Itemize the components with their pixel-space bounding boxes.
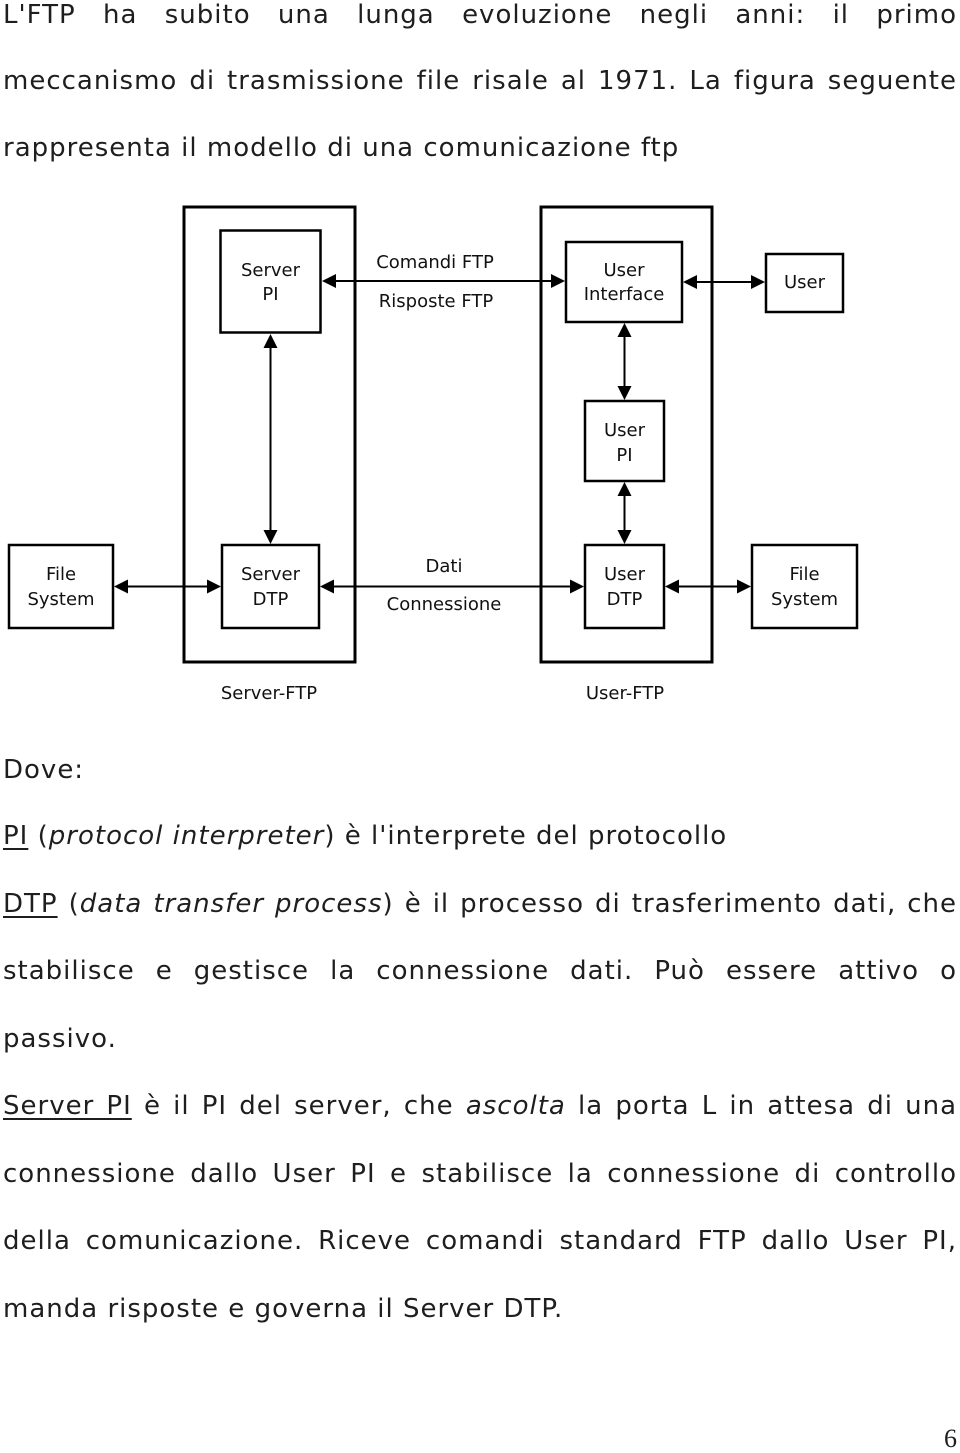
file-system-server-dtp-arrow	[114, 580, 221, 594]
user-interface-user-pi-arrow	[618, 323, 632, 400]
file-system-user-node	[752, 545, 857, 628]
term-pi: PI	[3, 821, 29, 851]
term-dtp-expansion: data transfer process	[79, 889, 383, 919]
arrowhead-right	[207, 580, 221, 594]
definition-dtp-line-1	[3, 889, 957, 919]
user-pi-label-line1: User	[603, 420, 646, 441]
paren-open: (	[57, 889, 80, 919]
user-interface-user-arrow	[683, 275, 765, 289]
server-dtp-box	[222, 545, 319, 628]
control-connection-label-bottom: Risposte FTP	[378, 291, 494, 312]
intro-line-2: meccanismo di trasmissione file risale al 1971. La figura seguente	[3, 66, 957, 96]
server-pi-node	[221, 231, 321, 333]
arrowhead-down	[264, 530, 278, 544]
server-ftp-label: Server-FTP	[220, 683, 318, 704]
intro-line-1: L'FTP ha subito una lunga evoluzione negli anni: il primo	[3, 0, 957, 30]
user-pi-box	[585, 401, 664, 481]
user-dtp-label-line2: DTP	[606, 589, 643, 610]
data-connection-label-top: Dati	[425, 556, 463, 577]
user-pi-label-line2: PI	[616, 445, 633, 466]
definition-pi-text: ) è l'interprete del protocollo	[324, 821, 728, 851]
user-dtp-box	[585, 545, 664, 628]
server-dtp-label-line2: DTP	[252, 589, 289, 610]
user-interface-node	[566, 242, 682, 322]
arrowhead-right	[570, 580, 584, 594]
user-pi-node	[585, 401, 664, 481]
arrowhead-up	[618, 323, 632, 337]
definition-server-pi-line-2: connessione dallo User PI e stabilisce la connessione di controllo	[3, 1159, 957, 1189]
server-dtp-node	[222, 545, 319, 628]
definition-server-pi-line-1	[3, 1091, 957, 1121]
definition-server-pi-line-4: manda risposte e governa il Server DTP.	[3, 1294, 564, 1324]
definition-server-pi-line-3: della comunicazione. Riceve comandi standard FTP dallo User PI,	[3, 1226, 957, 1256]
arrowhead-left	[320, 580, 334, 594]
user-dtp-file-system-arrow	[665, 580, 751, 594]
user-pi-user-dtp-arrow	[618, 482, 632, 544]
user-ftp-label: User-FTP	[585, 683, 665, 704]
page-number: 6	[944, 1424, 957, 1453]
file-system-user-label-line1: File	[789, 564, 820, 585]
user-dtp-label-line1: User	[603, 564, 646, 585]
arrowhead-right	[551, 274, 565, 288]
intro-line-3: rappresenta il modello di una comunicazione ftp	[3, 133, 680, 163]
file-system-server-box	[9, 545, 113, 628]
data-connection-label-bottom: Connessione	[386, 594, 502, 615]
arrowhead-left	[665, 580, 679, 594]
definition-dtp-text: ) è il processo di trasferimento dati, che	[382, 889, 957, 919]
file-system-server-label-line1: File	[45, 564, 77, 585]
control-connection-arrow	[322, 252, 565, 312]
file-system-user-box	[752, 545, 857, 628]
paren-open: (	[28, 821, 49, 851]
definition-pi	[3, 821, 957, 851]
data-connection-arrow	[320, 556, 584, 615]
user-interface-box	[566, 242, 682, 322]
arrowhead-left	[683, 275, 697, 289]
arrowhead-down	[618, 530, 632, 544]
definitions-heading: Dove:	[3, 755, 85, 785]
definition-dtp-line-3: passivo.	[3, 1024, 117, 1054]
term-server-pi: Server PI	[3, 1091, 132, 1121]
server-pi-label-line2: PI	[262, 284, 279, 305]
user-dtp-node	[585, 545, 664, 628]
user-interface-label-line2: Interface	[583, 284, 665, 305]
server-pi-box	[221, 231, 321, 333]
arrowhead-right	[751, 275, 765, 289]
arrowhead-right	[737, 580, 751, 594]
arrowhead-left	[322, 274, 336, 288]
arrowhead-up	[264, 334, 278, 348]
user-node	[766, 254, 843, 312]
control-connection-label-top: Comandi FTP	[376, 252, 494, 273]
definition-server-pi-text-before: è il PI del server, che	[131, 1091, 466, 1121]
file-system-server-node	[9, 545, 113, 628]
file-system-server-label-line2: System	[27, 589, 95, 610]
ftp-model-diagram	[0, 0, 960, 720]
arrowhead-down	[618, 386, 632, 400]
user-label: User	[783, 272, 826, 293]
definition-dtp-line-2: stabilisce e gestisce la connessione dati. Può essere attivo o	[3, 956, 957, 986]
user-interface-label-line1: User	[603, 260, 645, 281]
server-pi-server-dtp-arrow	[264, 334, 278, 544]
definition-server-pi-emphasis: ascolta	[465, 1091, 566, 1121]
term-pi-expansion: protocol interpreter	[48, 821, 325, 851]
arrowhead-left	[114, 580, 128, 594]
file-system-user-label-line2: System	[770, 589, 839, 610]
server-dtp-label-line1: Server	[240, 564, 301, 585]
arrowhead-up	[618, 482, 632, 496]
term-dtp: DTP	[3, 889, 58, 919]
server-pi-label-line1: Server	[240, 260, 301, 281]
definition-server-pi-text-after: la porta L in attesa di una	[565, 1091, 957, 1121]
